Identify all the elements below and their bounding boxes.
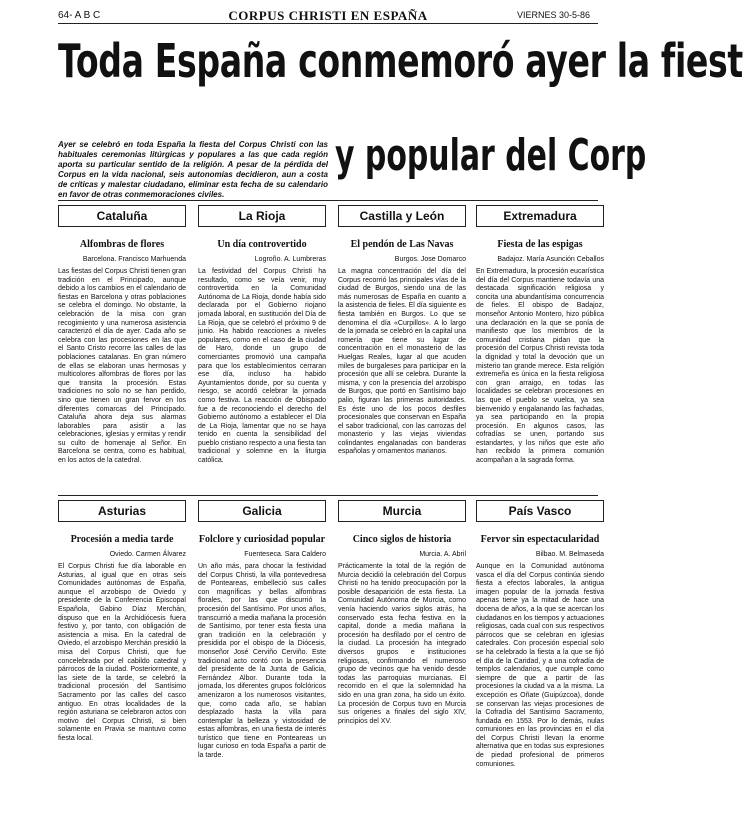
region-tag: Extremadura (476, 205, 604, 227)
region-tag: Castilla y León (338, 205, 466, 227)
article-body: La magna concentración del día del Corpus recorrió las principales vías de la ciudad de Burgos, siendo una de las más numerosas de España en cuanto a la asistencia de fieles. El día siguiente es fiesta también en Burgos. Lo que se denomina el día «Curpillos». A lo largo de la jornada se celebró en la capital una romería que tiene su lugar de concentración en el monasterio de las Huelgas Reales, lugar al que acuden miles de burgaleses para participar en la procesión que allí se celebra. Durante la misma, y con la presencia del arzobispo de Burgos, que portó en Santísimo bajo palio, figuran las primeras autoridades. Es éste uno de los pocos desfiles procesionales que conservan en España el sabor tradicional, con las carrozas del monasterio y las viejas viviendas colindantes engalanadas con banderas españolas y ornamentos marianos. (338, 268, 466, 456)
article-title: Cinco siglos de historia (352, 534, 452, 545)
article-byline: Oviedo. Carmen Álvarez (109, 551, 186, 558)
article-body: La festividad del Corpus Christi ha resultado, como se veía venir, muy controvertida en la Comunidad Autónoma de La Rioja, donde había sido declarada por el Gobierno riojano jornada laboral, en sustitución del Día de La Rioja, que se celebró el próximo 9 de junio. Ha habido reacciones a niveles populares, como en el caso de la ciudad de Haro, donde un grupo de comerciantes promovió una campaña para que los establecimientos cerraran ese día, incluso ha habido Ayuntamientos donde, por su cuenta y riesgo, se acordó celebrar la jornada como festiva. La reacción de Obispado fue a de reconociendo el derecho del Gobierno autónomo a establecer el Día de La Rioja, lamentar que no se haya tenido en cuenta la sensibilidad del pueblo cristiano respecto a una fiesta tan tradicional y solemne en la liturgia católica. (198, 268, 326, 465)
article-title: Folclore y curiosidad popular (198, 534, 326, 545)
region-tag: Asturias (58, 500, 186, 522)
region-tag: País Vasco (476, 500, 604, 522)
intro-paragraph: Ayer se celebró en toda España la fiesta del Corpus Christi con las habituales ceremonias litúrgicas y populares a las que cada región aporta su particular sentido de la religión. A pesar de la pérdida del Corpus en la vida nacional, seis autonomías decidieron, aun a costa de críticas y malestar ciudadano, eliminar esta fecha de su calendario en favor de otras conmemoraciones civiles. (58, 140, 328, 199)
article-body: En Extremadura, la procesión eucarística del día del Corpus mantiene todavía una destacada significación religiosa y concita una abundantísima concurrencia de fieles. El obispo de Badajoz, monseñor Antonio Montero, hizo pública una declaración en la que se ponía de manifiesto que los miembros de la comunidad cristiana pidan que la procesión del Corpus Christi revista toda la dignidad y total la devoción que un misterio tan grande merece. Esta religión extremeña es única en la fiesta religiosa con gran arraigo, en todas las localidades se celebran procesiones en las que el pueblo se vuelca, ya sea bienvenido y engalanando las fachadas, ya sea participando en la propia procesión. En algunos casos, las cofradías se unen, portando sus estandartes, y los niños que este año han recibido la primera comunión acompañan a la sagrada forma. (476, 268, 605, 465)
article-body: Las fiestas del Corpus Christi tienen gran tradición en el Principado, aunque debido a los cambios en el calendario de fiestas en Barcelona y otras poblaciones se celebra el domingo. No obstante, la celebración de la misa con gran recogimiento y una numerosa asistencia caracterizó el día de ayer. Cada año se celebra con las procesiones en las que el Santo Cristo recorre las calles de las poblaciones catalanas. En gran número de ellas se elaboran unas hermosas y multicolores alfombras de flores por las que transita la procesión. Estas tradiciones no solo no se han perdido, sino que tienen un gran fervor en los diferentes comarcas del Principado. Cataluña ahora deja sus alarmas laborables para asistir a las celebraciones, iglesias y ermitas y rendir su culto de homenaje al Señor. En Barcelona se centra, como es habitual, en los actos de la catedral. (58, 268, 187, 465)
divider-middle (58, 495, 598, 496)
section-la-rioja (198, 205, 326, 466)
section-extremadura (476, 205, 604, 466)
section-murcia (338, 500, 466, 726)
article-title: El pendón de Las Navas (350, 239, 454, 250)
region-tag: Murcia (338, 500, 466, 522)
headline-line-2: y popular del Corp (335, 130, 647, 181)
article-title: Fiesta de las espigas (497, 239, 583, 250)
section-title: CORPUS CHRISTI EN ESPAÑA (228, 8, 428, 23)
article-byline: Bilbao. M. Belmaseda (535, 551, 604, 558)
article-body: Aunque en la Comunidad autónoma vasca el día del Corpus continúa siendo fiesta a efectos laborales, la antigua imagen popular de la jornada festiva apenas tiene ya la mitad de hace una docena de años, a la que se acercan los ciudadanos en los tiempos y actuaciones religiosas, cada cual con sus respectivos párrocos que se celebran en iglesias catedrales. Con procesión especial solo se ha celebrado la fiesta a la que se fijó el día de la Caridad, y a una cofradía de templos calendarios, que cumple como siempre de que a partir de las procesiones la ciudad va a la misma. La excepción es Oñate (Guipúzcoa), donde se conservan las viejas procesiones de la Cofradía del Santísimo Sacramento, fundada en 1553. Por lo demás, nulas comuniones en las provincias en el día del Corpus Christi llevan la enorme alternativa que en todas sus expresiones de piedad profesional de primeros comuniones. (476, 563, 604, 768)
article-byline: Burgos. Jose Domarco (394, 256, 466, 263)
article-byline: Logroño. A. Lumbreras (254, 256, 326, 263)
article-body: Un año más, para chocar la festividad del Corpus Christi, la villa pontevedresa de Ponteareas, embelleció sus calles con magníficas y bellas alfombras florales, por las que discurrió la procesión del Santísimo. Por unos años, transcurrió a media mañana la procesión de Santísimo, por tener esta fiesta una gran tradición en la celebración y presidida por el obispo de la Diócesis, monseñor José Cerviño Cerviño. Este tradicional acto contó con la presencia del presidente de la Junta de Galicia, Fernández Albor. Durante toda la jornada, los diferentes grupos folclóricos amenizaron a los numerosos visitantes, que, como cada año, se habían desplazado hasta la villa para contemplar la belleza y vistosidad de estas alfombras, en una fiesta de interés turístico que tiene en Ponteareas un lugar curioso en toda España a partir de la tarde. (198, 563, 326, 760)
section-galicia (198, 500, 326, 761)
headline-line-1: Toda España conmemoró ayer la fiest (58, 34, 743, 88)
page-header (58, 8, 598, 24)
article-byline: Murcia. A. Abril (419, 551, 466, 558)
region-tag: La Rioja (198, 205, 326, 227)
section-asturias (58, 500, 186, 743)
section-cataluna (58, 205, 186, 466)
section-castilla-leon (338, 205, 466, 457)
article-title: Fervor sin espectacularidad (480, 534, 600, 545)
article-title: Un día controvertido (217, 239, 307, 250)
article-title: Procesión a media tarde (70, 534, 174, 545)
article-byline: Barcelona. Francisco Marhuenda (82, 256, 186, 263)
article-byline: Fuenteseca. Sara Caldero (244, 551, 326, 558)
region-tag: Cataluña (58, 205, 186, 227)
region-tag: Galicia (198, 500, 326, 522)
divider-top (58, 200, 598, 201)
article-body: Prácticamente la total de la región de Murcia decidió la celebración del Corpus Christi no ha tenido preocupación por la posible desaparición de esta fiesta. La Comunidad Autónoma de Murcia, como venía haciendo varios siglos atrás, ha conservado esta fecha festiva en la capital, donde a media mañana la procesión ha desfilado por el centro de la ciudad. La procesión ha integrado diversos grupos e instituciones religiosas, confirmando el numeroso grupo de vecinos que ha venido desde todas las parroquias murcianas. El recorrido en el que la solemnidad ha sido en una gran zona, ha sido un éxito. La procesión de Corpus tuvo en Murcia sus orígenes a finales del siglo XIV, principios del XV. (338, 563, 466, 725)
article-byline: Badajoz. María Asunción Ceballos (497, 256, 604, 263)
page-number: 64- A B C (58, 10, 101, 21)
article-title: Alfombras de flores (79, 239, 165, 250)
article-body: El Corpus Christi fue día laborable en Asturias, al igual que en otras seis Comunidades autónomas de España, aunque el arzobispo de Oviedo y presidente de la Conferencia Episcopal Española, Gabino Díaz Merchán, dispuso que en la Archidiócesis fuera festivo y, por tanto, con obligación de asistencia a misa. En la catedral de Oviedo, el arzobispo Merchán presidió la misa del Corpus Christi, que fue concelebrada por el cabildo catedral y párrocos de la ciudad. Posteriormente, a las siete de la tarde, se celebró la tradicional procesión del Santísimo Sacramento por las calles del casco antiguo. En otras localidades de la región asturiana se celebraron actos con motivo del Corpus Christi, si bien solamente en Pravia se mantuvo como fiesta local. (58, 563, 186, 742)
section-pais-vasco (476, 500, 604, 769)
issue-date: VIERNES 30-5-86 (516, 10, 590, 20)
